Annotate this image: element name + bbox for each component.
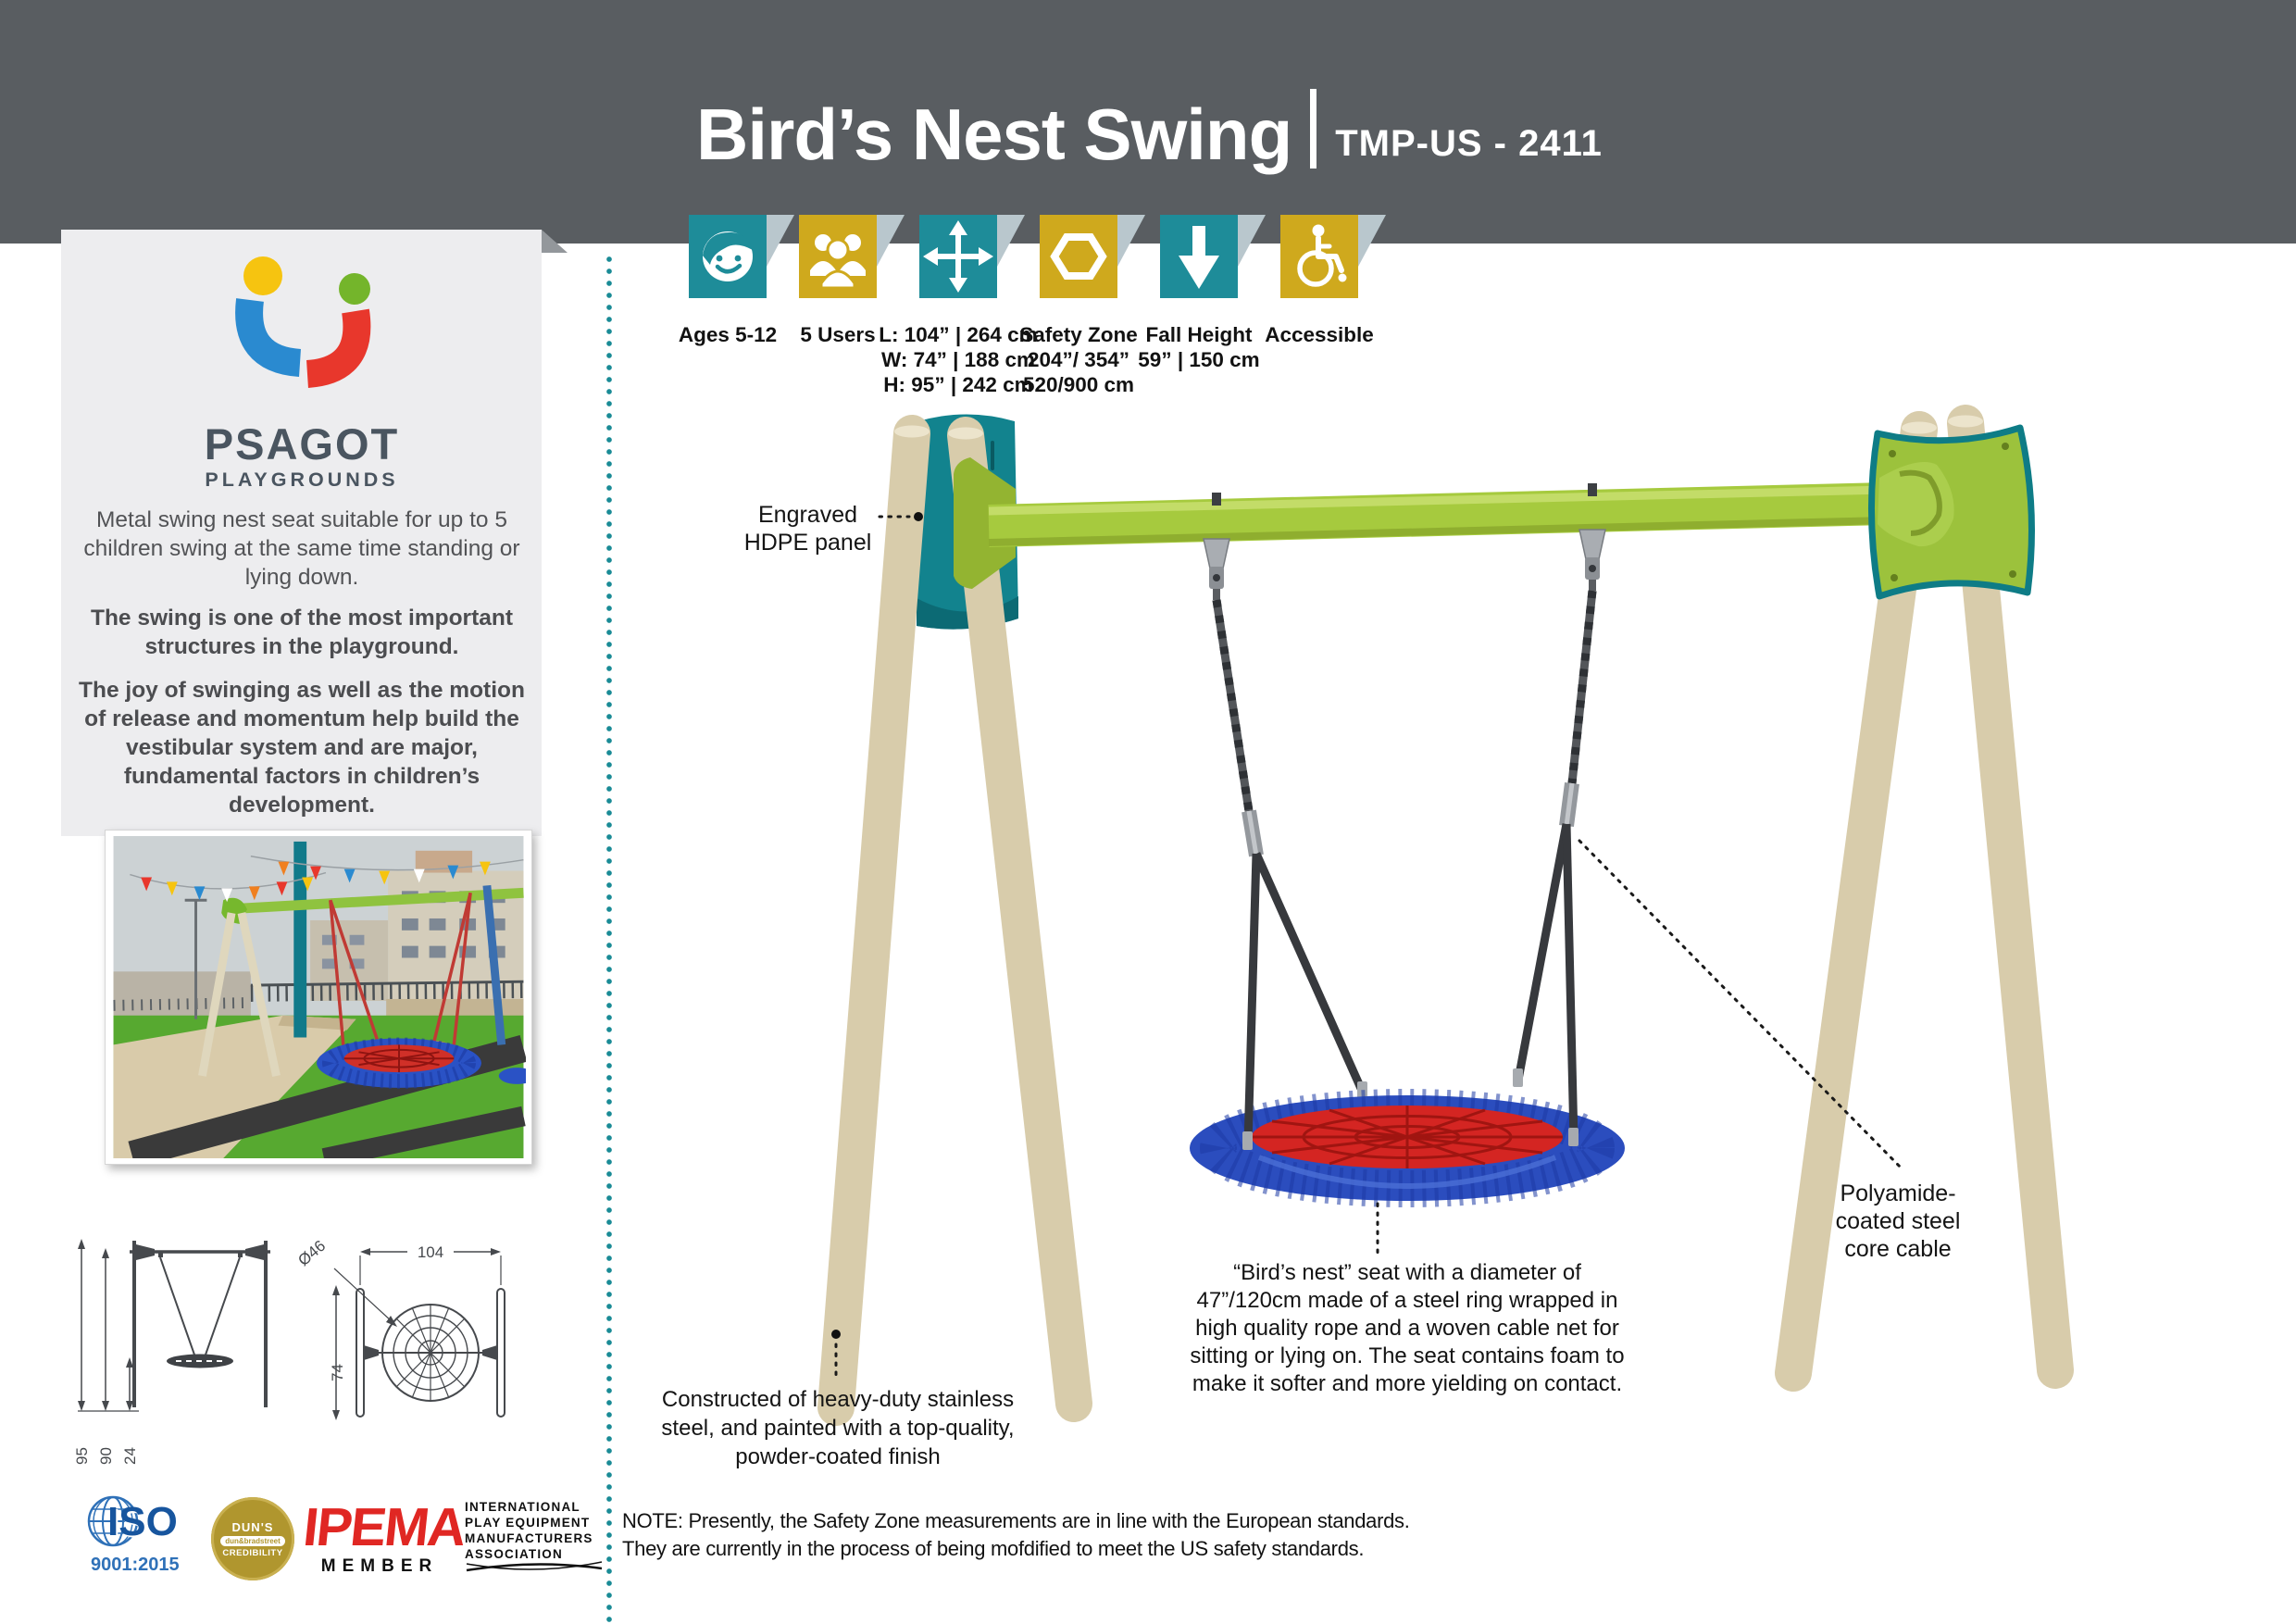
duns-label: DUN'S bbox=[231, 1519, 274, 1534]
ipema-member-badge bbox=[300, 1497, 468, 1577]
spec-label-line: Ages 5-12 bbox=[678, 323, 778, 346]
assoc-line: ASSOCIATION bbox=[465, 1547, 563, 1561]
note-line: NOTE: Presently, the Safety Zone measurements are in line with the European standards. bbox=[622, 1509, 1410, 1532]
certifications-row bbox=[85, 1476, 593, 1602]
playground-photo bbox=[105, 830, 532, 1165]
duns-brand: dun&bradstreet bbox=[220, 1536, 285, 1546]
iso-9001-badge bbox=[85, 1488, 202, 1590]
note-line: They are currently in the process of being mofdified to meet the US safety standards. bbox=[622, 1537, 1365, 1560]
ipema-label: IPEMA bbox=[300, 1497, 468, 1557]
iso-label: ISO bbox=[107, 1499, 178, 1544]
spec-label-line: L: 104” | 264 cm bbox=[879, 323, 1038, 346]
sidebar-paragraph: The swing is one of the most important structures in the playground. bbox=[91, 606, 513, 659]
callout-hdpe-panel: Engraved HDPE panel bbox=[743, 502, 872, 556]
dim-label-90: 90 bbox=[97, 1447, 115, 1465]
spec-label-line: W: 74” | 188 cm bbox=[881, 348, 1035, 371]
spec-label-line: Safety Zone bbox=[1019, 323, 1138, 346]
dim-label-diameter: Ø46 bbox=[294, 1236, 330, 1270]
duns-credibility: CREDIBILITY bbox=[222, 1547, 283, 1558]
sidebar-paragraph: The joy of swinging as well as the motion of release and momentum help build the vestibular system and are major, fundamental factors in children’s development. bbox=[79, 678, 525, 818]
spec-label-line: 5 Users bbox=[800, 323, 876, 346]
assoc-line: MANUFACTURERS bbox=[465, 1531, 593, 1545]
dim-label-95: 95 bbox=[73, 1447, 91, 1465]
iso-standard: 9001:2015 bbox=[91, 1555, 180, 1575]
callout-frame: Constructed of heavy-duty stainless steel, and painted with a top-quality, powder-coated finish bbox=[661, 1387, 1015, 1469]
assoc-line: PLAY EQUIPMENT bbox=[465, 1516, 591, 1530]
callout-seat: “Bird’s nest” seat with a diameter of 47”/120cm made of a steel ring wrapped in high quality rope and a woven cable net for sitting or lying on. The seat contains foam to make it softer and more yielding on contact. bbox=[1190, 1260, 1625, 1396]
spec-label-line: Accessible bbox=[1265, 323, 1374, 346]
ipema-member-label: MEMBER bbox=[320, 1556, 439, 1576]
dim-label-104: 104 bbox=[417, 1243, 444, 1261]
dim-label-74: 74 bbox=[329, 1364, 346, 1381]
spec-label-line: Fall Height bbox=[1145, 323, 1253, 346]
page-title: Bird’s Nest Swing bbox=[696, 94, 1292, 175]
page-title-group bbox=[696, 89, 1603, 175]
brand-name: PSAGOT bbox=[204, 419, 400, 468]
spec-label-line: 59” | 150 cm bbox=[1138, 348, 1260, 371]
brand-subtitle: PLAYGROUNDS bbox=[205, 468, 399, 491]
duns-credibility-badge bbox=[211, 1497, 294, 1580]
psagot-logo-icon bbox=[215, 252, 391, 411]
spec-label-line: 204”/ 354” bbox=[1027, 348, 1130, 371]
sidebar-paragraph: Metal swing nest seat suitable for up to 5 children swing at the same time standing or lying down. bbox=[83, 507, 520, 590]
title-divider bbox=[1310, 89, 1316, 169]
spec-label-line: 520/900 cm bbox=[1022, 373, 1135, 396]
technical-drawings bbox=[65, 1231, 546, 1495]
product-code: TMP-US - 2411 bbox=[1335, 123, 1603, 164]
dim-label-24: 24 bbox=[121, 1447, 139, 1465]
spec-label-line: H: 95” | 242 cm bbox=[883, 373, 1033, 396]
callout-cable: Polyamide-coated steel core cable bbox=[1835, 1181, 1961, 1262]
assoc-line: INTERNATIONAL bbox=[465, 1500, 580, 1514]
